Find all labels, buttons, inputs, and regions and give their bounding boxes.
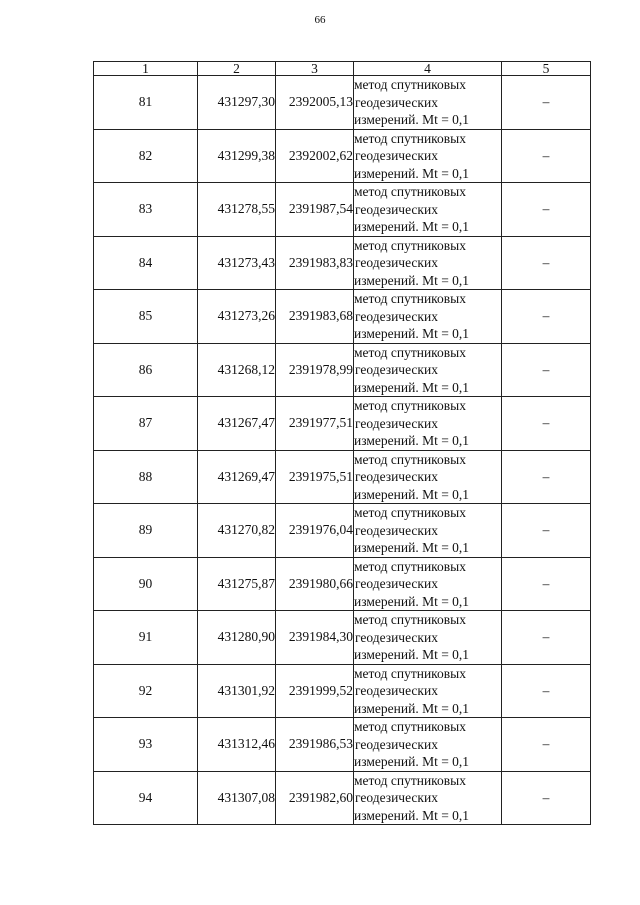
point-number: 89: [94, 504, 198, 558]
note-dash: –: [502, 397, 591, 451]
y-coordinate: 2391987,54: [276, 183, 354, 237]
method-description: [354, 718, 502, 772]
y-coordinate: 2391977,51: [276, 397, 354, 451]
method-line: измерений. Mt = 0,1: [354, 165, 470, 181]
point-number: 86: [94, 343, 198, 397]
method-line: метод спутниковых: [354, 612, 466, 627]
method-description: [354, 504, 502, 558]
note-dash: –: [502, 771, 591, 825]
method-line: геодезических: [355, 255, 438, 270]
method-line: метод спутниковых: [354, 291, 466, 306]
x-coordinate: 431278,55: [198, 183, 276, 237]
method-line: метод спутниковых: [354, 719, 466, 734]
note-dash: –: [502, 129, 591, 183]
y-coordinate: 2391999,52: [276, 664, 354, 718]
method-description: [354, 664, 502, 718]
note-dash: –: [502, 290, 591, 344]
x-coordinate: 431280,90: [198, 611, 276, 665]
table-row: [94, 664, 591, 718]
table-row: [94, 236, 591, 290]
header-col-5: 5: [502, 62, 591, 76]
method-line: измерений. Mt = 0,1: [354, 486, 470, 502]
method-description: [354, 343, 502, 397]
x-coordinate: 431273,43: [198, 236, 276, 290]
table-row: [94, 343, 591, 397]
method-line: геодезических: [355, 576, 438, 591]
method-description: [354, 771, 502, 825]
page-number: 66: [314, 14, 326, 26]
table-row: [94, 450, 591, 504]
note-dash: –: [502, 450, 591, 504]
method-line: геодезических: [355, 148, 438, 163]
note-dash: –: [502, 664, 591, 718]
method-description: [354, 611, 502, 665]
x-coordinate: 431297,30: [198, 76, 276, 130]
point-number: 82: [94, 129, 198, 183]
method-line: измерений. Mt = 0,1: [354, 272, 470, 288]
method-description: [354, 129, 502, 183]
point-number: 91: [94, 611, 198, 665]
y-coordinate: 2391983,83: [276, 236, 354, 290]
y-coordinate: 2392005,13: [276, 76, 354, 130]
table-row: [94, 76, 591, 130]
method-description: [354, 290, 502, 344]
y-coordinate: 2391986,53: [276, 718, 354, 772]
method-line: измерений. Mt = 0,1: [354, 647, 470, 662]
method-line: измерений. Mt = 0,1: [354, 540, 470, 555]
note-dash: –: [502, 236, 591, 290]
y-coordinate: 2391980,66: [276, 557, 354, 611]
method-line: геодезических: [355, 201, 438, 217]
table-row: [94, 771, 591, 825]
point-number: 83: [94, 183, 198, 237]
table-row: [94, 129, 591, 183]
note-dash: –: [502, 76, 591, 130]
point-number: 94: [94, 771, 198, 825]
point-number: 81: [94, 76, 198, 130]
method-line: измерений. Mt = 0,1: [354, 379, 470, 395]
x-coordinate: 431299,38: [198, 129, 276, 183]
method-line: геодезических: [355, 736, 438, 752]
method-description: [354, 76, 502, 130]
method-line: метод спутниковых: [354, 398, 466, 413]
method-line: геодезических: [355, 308, 438, 324]
y-coordinate: 2391976,04: [276, 504, 354, 558]
y-coordinate: 2391975,51: [276, 450, 354, 504]
note-dash: –: [502, 504, 591, 558]
x-coordinate: 431307,08: [198, 771, 276, 825]
method-description: [354, 183, 502, 237]
point-number: 84: [94, 236, 198, 290]
method-line: геодезических: [355, 683, 438, 698]
x-coordinate: 431269,47: [198, 450, 276, 504]
note-dash: –: [502, 611, 591, 665]
header-col-3: 3: [276, 62, 354, 76]
y-coordinate: 2392002,62: [276, 129, 354, 183]
header-col-1: 1: [94, 62, 198, 76]
header-col-4: 4: [354, 62, 502, 76]
method-line: геодезических: [355, 469, 438, 484]
method-line: геодезических: [355, 629, 438, 645]
method-line: метод спутниковых: [354, 184, 466, 199]
point-number: 92: [94, 664, 198, 718]
note-dash: –: [502, 183, 591, 237]
table-row: [94, 397, 591, 451]
table-row: [94, 290, 591, 344]
method-line: геодезических: [355, 522, 438, 538]
table-body: [94, 76, 591, 825]
point-number: 90: [94, 557, 198, 611]
method-line: метод спутниковых: [354, 451, 466, 467]
method-line: метод спутниковых: [354, 77, 466, 92]
method-line: метод спутниковых: [354, 772, 466, 788]
x-coordinate: 431275,87: [198, 557, 276, 611]
method-line: метод спутниковых: [354, 344, 466, 360]
table-row: [94, 183, 591, 237]
method-line: измерений. Mt = 0,1: [354, 807, 470, 823]
method-line: геодезических: [355, 94, 438, 110]
method-line: метод спутниковых: [354, 665, 466, 681]
method-line: измерений. Mt = 0,1: [354, 433, 470, 448]
table-row: [94, 611, 591, 665]
method-line: геодезических: [355, 362, 438, 377]
point-number: 88: [94, 450, 198, 504]
y-coordinate: 2391982,60: [276, 771, 354, 825]
method-line: измерений. Mt = 0,1: [354, 112, 470, 127]
method-line: измерений. Mt = 0,1: [354, 326, 470, 341]
table-row: [94, 557, 591, 611]
method-line: измерений. Mt = 0,1: [354, 754, 470, 769]
point-number: 85: [94, 290, 198, 344]
x-coordinate: 431268,12: [198, 343, 276, 397]
table-row: [94, 718, 591, 772]
x-coordinate: 431267,47: [198, 397, 276, 451]
method-line: метод спутниковых: [354, 505, 466, 520]
x-coordinate: 431301,92: [198, 664, 276, 718]
y-coordinate: 2391978,99: [276, 343, 354, 397]
method-line: измерений. Mt = 0,1: [354, 593, 470, 609]
note-dash: –: [502, 718, 591, 772]
method-line: геодезических: [355, 415, 438, 431]
method-line: метод спутниковых: [354, 130, 466, 146]
method-line: измерений. Mt = 0,1: [354, 700, 470, 716]
method-description: [354, 236, 502, 290]
method-description: [354, 397, 502, 451]
x-coordinate: 431273,26: [198, 290, 276, 344]
method-line: метод спутниковых: [354, 237, 466, 253]
table-row: [94, 504, 591, 558]
y-coordinate: 2391983,68: [276, 290, 354, 344]
header-row: [94, 62, 591, 76]
note-dash: –: [502, 343, 591, 397]
point-number: 87: [94, 397, 198, 451]
method-description: [354, 557, 502, 611]
method-line: метод спутниковых: [354, 558, 466, 574]
x-coordinate: 431312,46: [198, 718, 276, 772]
note-dash: –: [502, 557, 591, 611]
method-line: геодезических: [355, 790, 438, 805]
coordinates-table: [93, 61, 591, 825]
method-description: [354, 450, 502, 504]
method-line: измерений. Mt = 0,1: [354, 219, 470, 234]
point-number: 93: [94, 718, 198, 772]
x-coordinate: 431270,82: [198, 504, 276, 558]
y-coordinate: 2391984,30: [276, 611, 354, 665]
header-col-2: 2: [198, 62, 276, 76]
table-header: [94, 62, 591, 76]
